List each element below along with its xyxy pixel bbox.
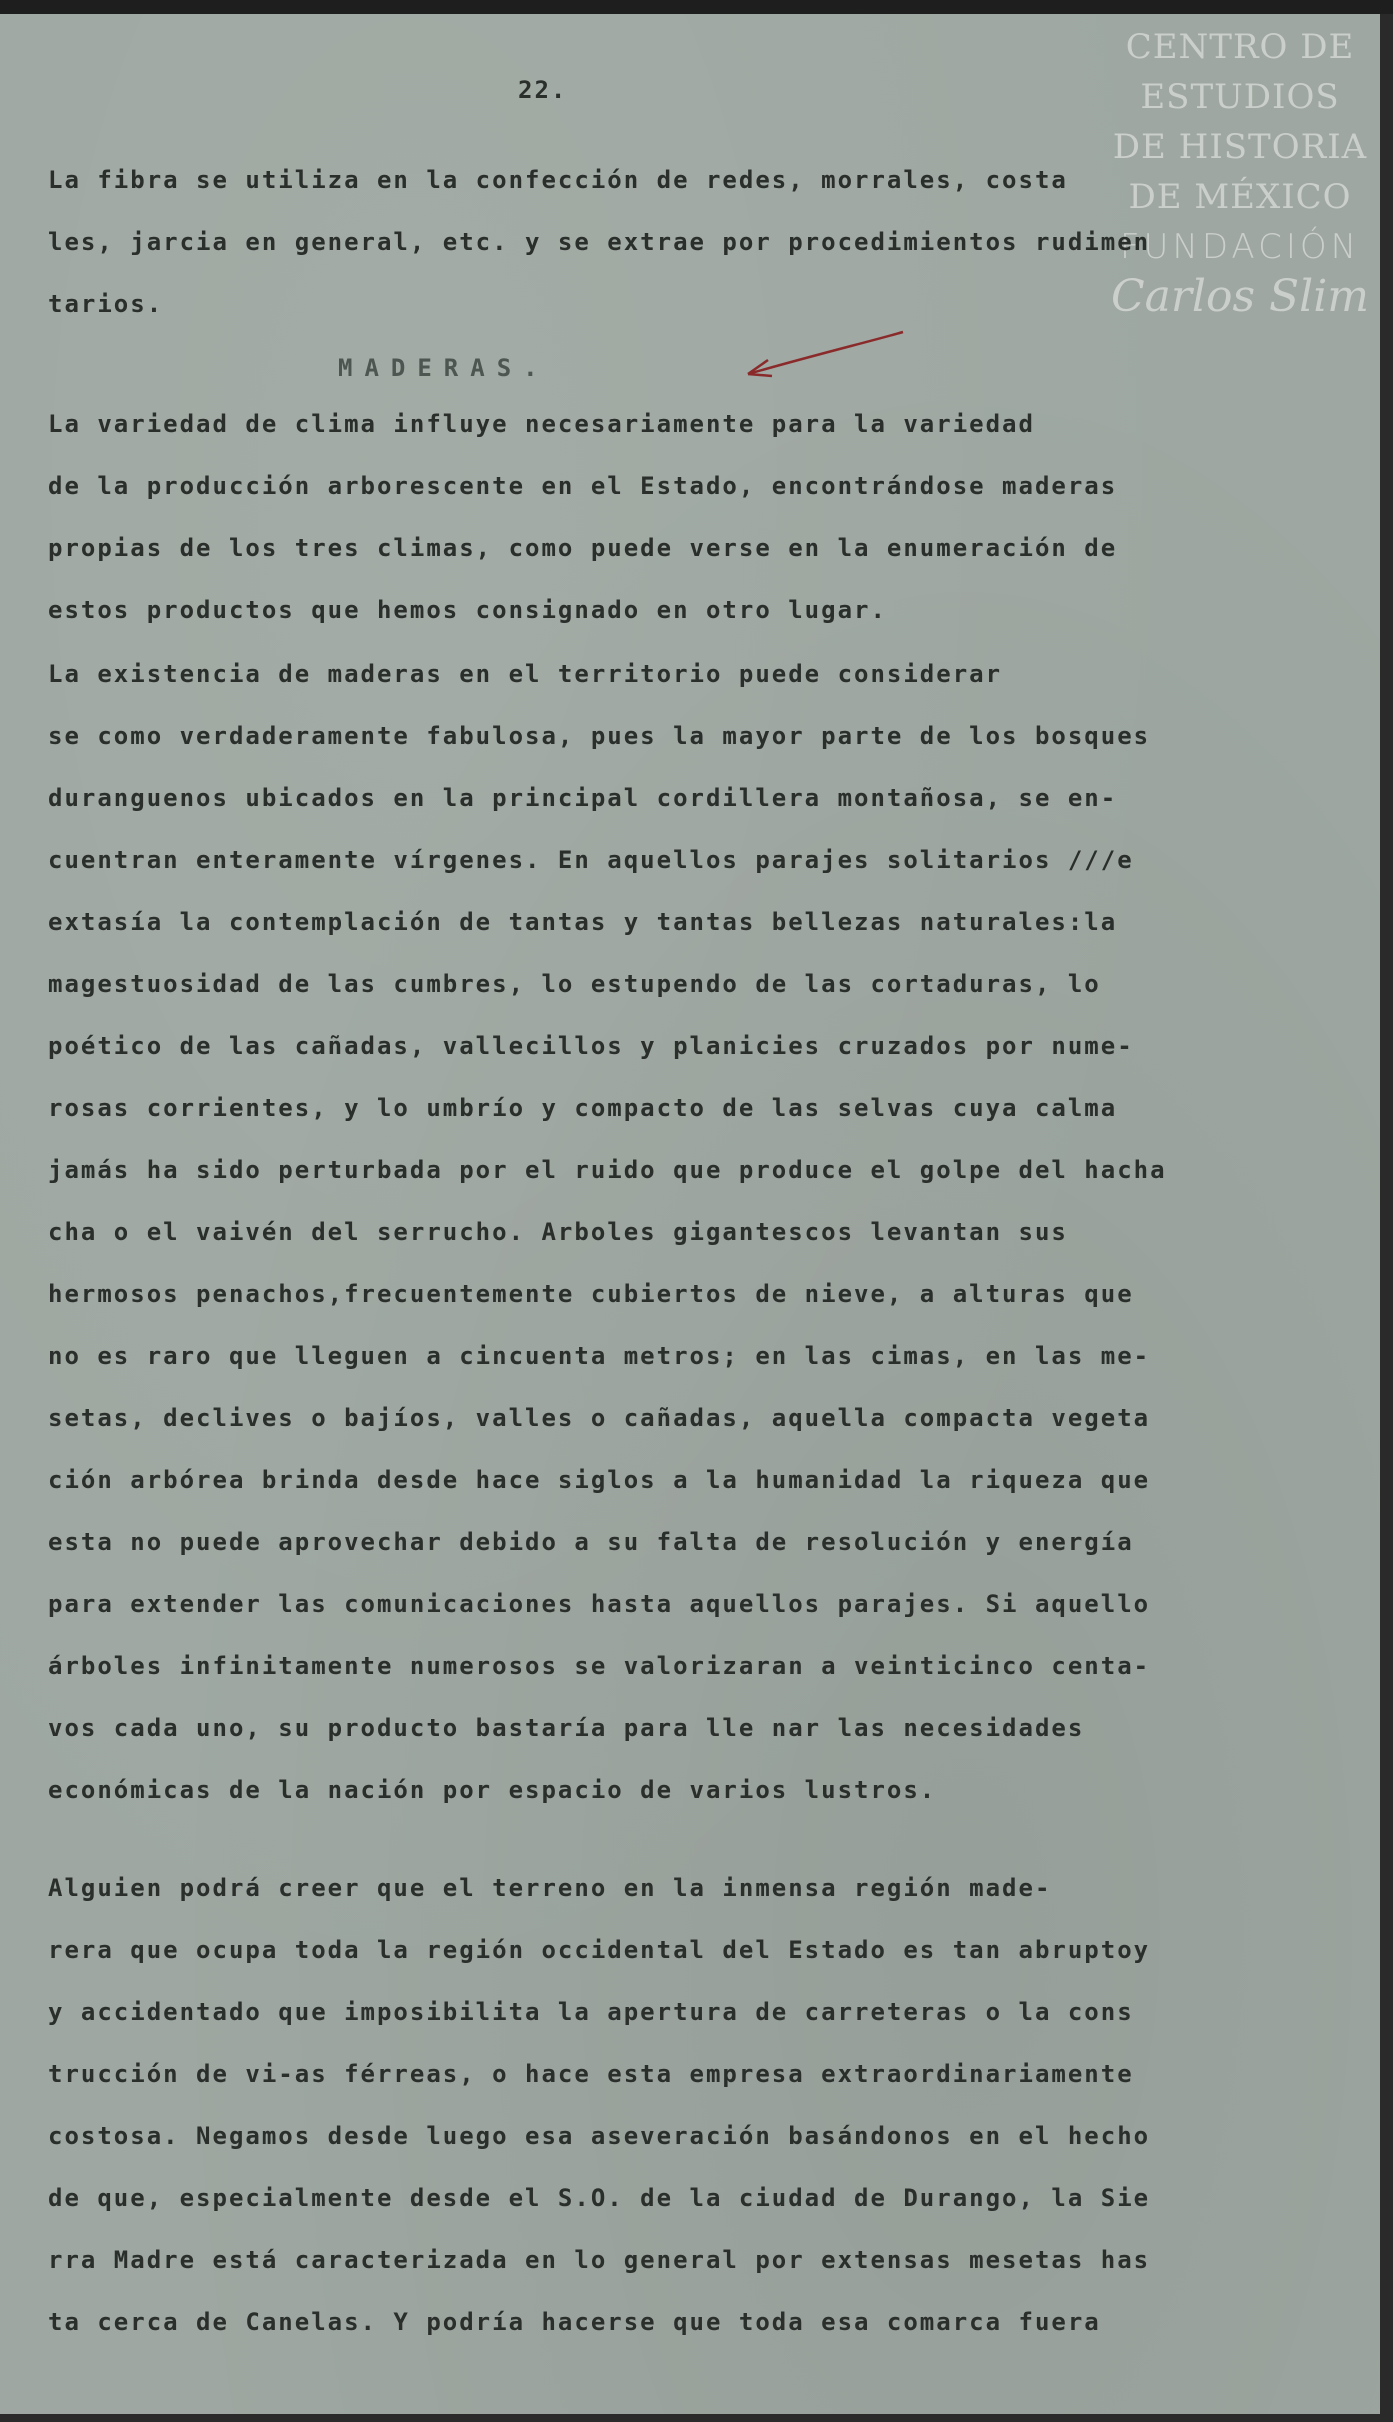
watermark-signature: Carlos Slim bbox=[1110, 271, 1370, 322]
text-line: para extender las comunicaciones hasta aquellos parajes. Si aquello bbox=[48, 1590, 1151, 1618]
watermark-line-2: ESTUDIOS bbox=[1140, 77, 1340, 117]
text-line: Alguien podrá creer que el terreno en la inmensa región made- bbox=[48, 1874, 1052, 1902]
text-line: rera que ocupa toda la región occidental del Estado es tan abruptoy bbox=[48, 1936, 1151, 1964]
text-line: esta no puede aprovechar debido a su falta de resolución y energía bbox=[48, 1528, 1134, 1556]
text-line: y accidentado que imposibilita la apertura de carreteras o la cons bbox=[48, 1998, 1134, 2026]
text-line: La variedad de clima influye necesariamente para la variedad bbox=[48, 410, 1035, 438]
text-line: magestuosidad de las cumbres, lo estupendo de las cortaduras, lo bbox=[48, 970, 1101, 998]
text-line: económicas de la nación por espacio de varios lustros. bbox=[48, 1776, 937, 1804]
text-line: rra Madre está caracterizada en lo general por extensas mesetas has bbox=[48, 2246, 1151, 2274]
text-line: duranguenos ubicados en la principal cordillera montañosa, se en- bbox=[48, 784, 1118, 812]
text-line: ta cerca de Canelas. Y podría hacerse que toda esa comarca fuera bbox=[48, 2308, 1101, 2336]
document-page bbox=[0, 14, 1380, 2414]
watermark-line-5: FUNDACIÓN bbox=[1119, 227, 1361, 267]
text-line: setas, declives o bajíos, valles o cañadas, aquella compacta vegeta bbox=[48, 1404, 1151, 1432]
text-line: La fibra se utiliza en la confección de redes, morrales, costa bbox=[48, 166, 1068, 194]
red-pencil-arrow-icon bbox=[728, 324, 908, 384]
text-line: extasía la contemplación de tantas y tantas bellezas naturales:la bbox=[48, 908, 1118, 936]
text-line: costosa. Negamos desde luego esa aseveración basándonos en el hecho bbox=[48, 2122, 1151, 2150]
watermark-line-4: DE MÉXICO bbox=[1128, 177, 1352, 217]
text-line: vos cada uno, su producto bastaría para lle nar las necesidades bbox=[48, 1714, 1085, 1742]
text-line: les, jarcia en general, etc. y se extrae por procedimientos rudimen bbox=[48, 228, 1151, 256]
text-line: de que, especialmente desde el S.O. de la ciudad de Durango, la Sie bbox=[48, 2184, 1151, 2212]
text-line: poético de las cañadas, vallecillos y planicies cruzados por nume- bbox=[48, 1032, 1134, 1060]
text-line: no es raro que lleguen a cincuenta metros; en las cimas, en las me- bbox=[48, 1342, 1151, 1370]
text-line: trucción de vi-as férreas, o hace esta empresa extraordinariamente bbox=[48, 2060, 1134, 2088]
text-line: hermosos penachos,frecuentemente cubiertos de nieve, a alturas que bbox=[48, 1280, 1134, 1308]
watermark-line-1: CENTRO DE bbox=[1125, 27, 1355, 67]
text-line: árboles infinitamente numerosos se valorizaran a veinticinco centa- bbox=[48, 1652, 1151, 1680]
text-line: ción arbórea brinda desde hace siglos a la humanidad la riqueza que bbox=[48, 1466, 1151, 1494]
text-line: jamás ha sido perturbada por el ruido que produce el golpe del hacha bbox=[48, 1156, 1167, 1184]
text-line: cuentran enteramente vírgenes. En aquellos parajes solitarios ///e bbox=[48, 846, 1134, 874]
text-line: propias de los tres climas, como puede verse en la enumeración de bbox=[48, 534, 1118, 562]
text-line: tarios. bbox=[48, 290, 164, 318]
page-number: 22. bbox=[518, 76, 568, 104]
watermark-line-3: DE HISTORIA bbox=[1112, 127, 1368, 167]
text-line: rosas corrientes, y lo umbrío y compacto de las selvas cuya calma bbox=[48, 1094, 1118, 1122]
text-line: de la producción arborescente en el Estado, encontrándose maderas bbox=[48, 472, 1118, 500]
archive-watermark bbox=[1110, 22, 1370, 322]
text-line: La existencia de maderas en el territorio puede considerar bbox=[48, 660, 1003, 688]
scan-top-border bbox=[0, 0, 1393, 14]
text-line: estos productos que hemos consignado en otro lugar. bbox=[48, 596, 887, 624]
section-title: MADERAS. bbox=[338, 354, 550, 382]
text-line: se como verdaderamente fabulosa, pues la mayor parte de los bosques bbox=[48, 722, 1151, 750]
text-line: cha o el vaivén del serrucho. Arboles gigantescos levantan sus bbox=[48, 1218, 1068, 1246]
